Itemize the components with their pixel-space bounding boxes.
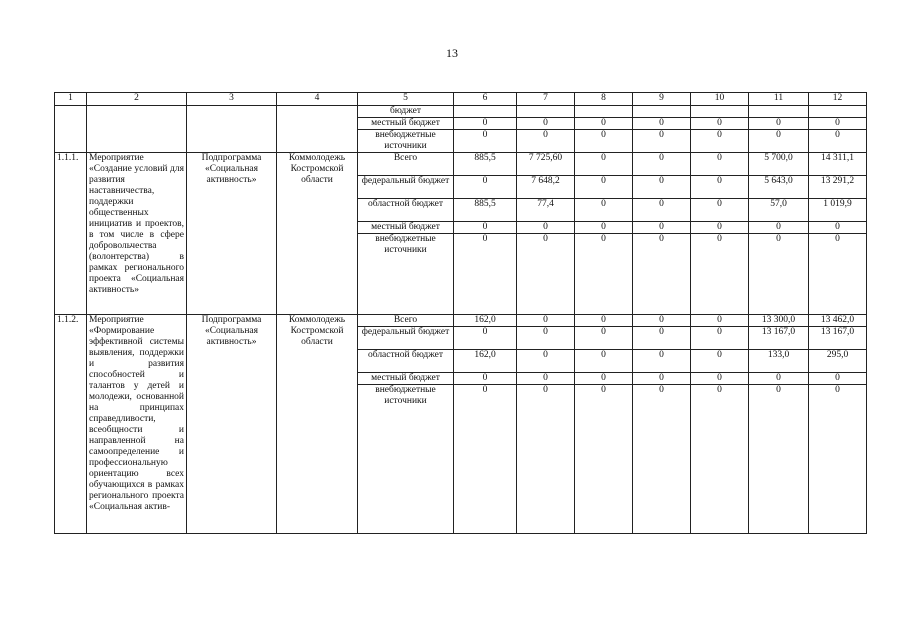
col-header: 4	[277, 93, 358, 106]
cell-value: 0	[575, 199, 633, 222]
table-row	[55, 153, 867, 176]
budget-table	[54, 92, 867, 534]
cell-source: внебюджетные источники	[358, 130, 454, 153]
cell-value: 0	[809, 373, 867, 385]
cell-value: 0	[454, 222, 517, 234]
cell-value: 0	[633, 199, 691, 222]
cell-value: 0	[809, 118, 867, 130]
cell-value: 13 167,0	[809, 327, 867, 350]
cell-code: 1.1.2.	[55, 315, 87, 534]
cell-source: внебюджетные источники	[358, 385, 454, 534]
col-header: 9	[633, 93, 691, 106]
cell-value: 0	[575, 130, 633, 153]
cell-value: 0	[691, 373, 749, 385]
cell-program	[187, 106, 277, 153]
cell-value: 295,0	[809, 350, 867, 373]
cell-value: 0	[749, 373, 809, 385]
cell-value: 13 300,0	[749, 315, 809, 327]
cell-value: 0	[517, 118, 575, 130]
cell-value: 0	[517, 234, 575, 315]
cell-value: 0	[691, 222, 749, 234]
cell-value: 162,0	[454, 315, 517, 327]
cell-value: 0	[575, 153, 633, 176]
cell-value: 0	[749, 130, 809, 153]
cell-value: 0	[517, 327, 575, 350]
cell-value: 0	[575, 327, 633, 350]
cell-value: 0	[691, 234, 749, 315]
col-header: 1	[55, 93, 87, 106]
cell-value: 0	[691, 176, 749, 199]
col-header: 3	[187, 93, 277, 106]
cell-value: 0	[454, 176, 517, 199]
cell-value	[691, 106, 749, 118]
cell-value: 885,5	[454, 153, 517, 176]
cell-value: 0	[575, 373, 633, 385]
cell-value: 0	[691, 350, 749, 373]
col-header: 12	[809, 93, 867, 106]
cell-value: 0	[749, 118, 809, 130]
cell-value: 0	[575, 222, 633, 234]
cell-value: 13 462,0	[809, 315, 867, 327]
cell-code	[55, 106, 87, 153]
cell-value: 0	[809, 222, 867, 234]
cell-value: 0	[749, 222, 809, 234]
cell-value: 0	[454, 373, 517, 385]
col-header: 7	[517, 93, 575, 106]
cell-value: 0	[633, 327, 691, 350]
cell-value: 0	[749, 385, 809, 534]
cell-value: 14 311,1	[809, 153, 867, 176]
cell-value: 0	[691, 130, 749, 153]
cell-value: 0	[633, 222, 691, 234]
cell-value: 0	[809, 385, 867, 534]
cell-value: 7 648,2	[517, 176, 575, 199]
cell-name: Мероприятие «Формирование эффективной системы выявления, поддержки и развития способностей и талантов у детей и молодежи, основанной на принципах справедливости, всеобщности и направленной на самоопределение и профессиональную ориентацию всех обучающихся в рамках регионального проекта «Социальная актив-	[87, 315, 187, 534]
cell-code: 1.1.1.	[55, 153, 87, 315]
col-header: 5	[358, 93, 454, 106]
cell-value: 0	[633, 176, 691, 199]
cell-value: 7 725,60	[517, 153, 575, 176]
cell-value: 0	[575, 385, 633, 534]
cell-source: федеральный бюджет	[358, 176, 454, 199]
cell-executor: Коммолодежь Костромской области	[277, 153, 358, 315]
cell-value: 0	[454, 130, 517, 153]
col-header: 2	[87, 93, 187, 106]
cell-value: 0	[517, 222, 575, 234]
cell-value: 77,4	[517, 199, 575, 222]
col-header: 8	[575, 93, 633, 106]
cell-source: Всего	[358, 315, 454, 327]
cell-value: 0	[575, 315, 633, 327]
cell-value: 0	[454, 327, 517, 350]
cell-source: бюджет	[358, 106, 454, 118]
cell-value	[517, 106, 575, 118]
table-row	[55, 315, 867, 327]
cell-value	[633, 106, 691, 118]
cell-value: 0	[517, 350, 575, 373]
col-header: 10	[691, 93, 749, 106]
cell-value	[809, 106, 867, 118]
cell-value: 0	[575, 234, 633, 315]
cell-value: 0	[454, 385, 517, 534]
cell-source: внебюджетные источники	[358, 234, 454, 315]
cell-value: 0	[517, 130, 575, 153]
cell-value: 0	[691, 153, 749, 176]
cell-value: 13 291,2	[809, 176, 867, 199]
header-row	[55, 93, 867, 106]
cell-name	[87, 106, 187, 153]
cell-value	[454, 106, 517, 118]
cell-executor	[277, 106, 358, 153]
cell-value: 0	[633, 118, 691, 130]
cell-value: 0	[633, 385, 691, 534]
cell-value: 0	[517, 385, 575, 534]
cell-value: 0	[691, 315, 749, 327]
col-header: 6	[454, 93, 517, 106]
cell-value: 162,0	[454, 350, 517, 373]
cell-value: 5 700,0	[749, 153, 809, 176]
cell-value: 885,5	[454, 199, 517, 222]
col-header: 11	[749, 93, 809, 106]
cell-source: областной бюджет	[358, 199, 454, 222]
cell-value	[749, 106, 809, 118]
cell-source: Всего	[358, 153, 454, 176]
cell-source: местный бюджет	[358, 222, 454, 234]
cell-program: Подпрограмма «Социальная активность»	[187, 315, 277, 534]
cell-value: 0	[691, 118, 749, 130]
cell-value: 1 019,9	[809, 199, 867, 222]
cell-value: 0	[575, 176, 633, 199]
cell-value: 13 167,0	[749, 327, 809, 350]
cell-program: Подпрограмма «Социальная активность»	[187, 153, 277, 315]
cell-source: местный бюджет	[358, 373, 454, 385]
page-number: 13	[446, 46, 458, 60]
cell-value: 57,0	[749, 199, 809, 222]
cell-value: 5 643,0	[749, 176, 809, 199]
cell-value: 0	[454, 234, 517, 315]
cell-value: 0	[575, 350, 633, 373]
cell-value: 0	[575, 118, 633, 130]
cell-value	[575, 106, 633, 118]
cell-source: местный бюджет	[358, 118, 454, 130]
cell-value: 0	[633, 315, 691, 327]
cell-value: 0	[633, 153, 691, 176]
cell-value: 0	[454, 118, 517, 130]
cell-value: 0	[691, 199, 749, 222]
cell-value: 0	[633, 234, 691, 315]
cell-value: 0	[691, 327, 749, 350]
cell-value: 0	[633, 373, 691, 385]
cell-source: областной бюджет	[358, 350, 454, 373]
cell-value: 133,0	[749, 350, 809, 373]
cell-value: 0	[749, 234, 809, 315]
cell-value: 0	[809, 130, 867, 153]
cell-value: 0	[633, 350, 691, 373]
cell-name: Мероприятие «Создание условий для развития наставничества, поддержки общественных инициатив и проектов, в том числе в сфере добровольчества (волонтерства) в рамках регионального проекта «Социальная активность»	[87, 153, 187, 315]
cell-value: 0	[517, 315, 575, 327]
cell-value: 0	[517, 373, 575, 385]
cell-executor: Коммолодежь Костромской области	[277, 315, 358, 534]
cell-source: федеральный бюджет	[358, 327, 454, 350]
cell-value: 0	[691, 385, 749, 534]
table-row	[55, 106, 867, 118]
cell-value: 0	[633, 130, 691, 153]
cell-value: 0	[809, 234, 867, 315]
